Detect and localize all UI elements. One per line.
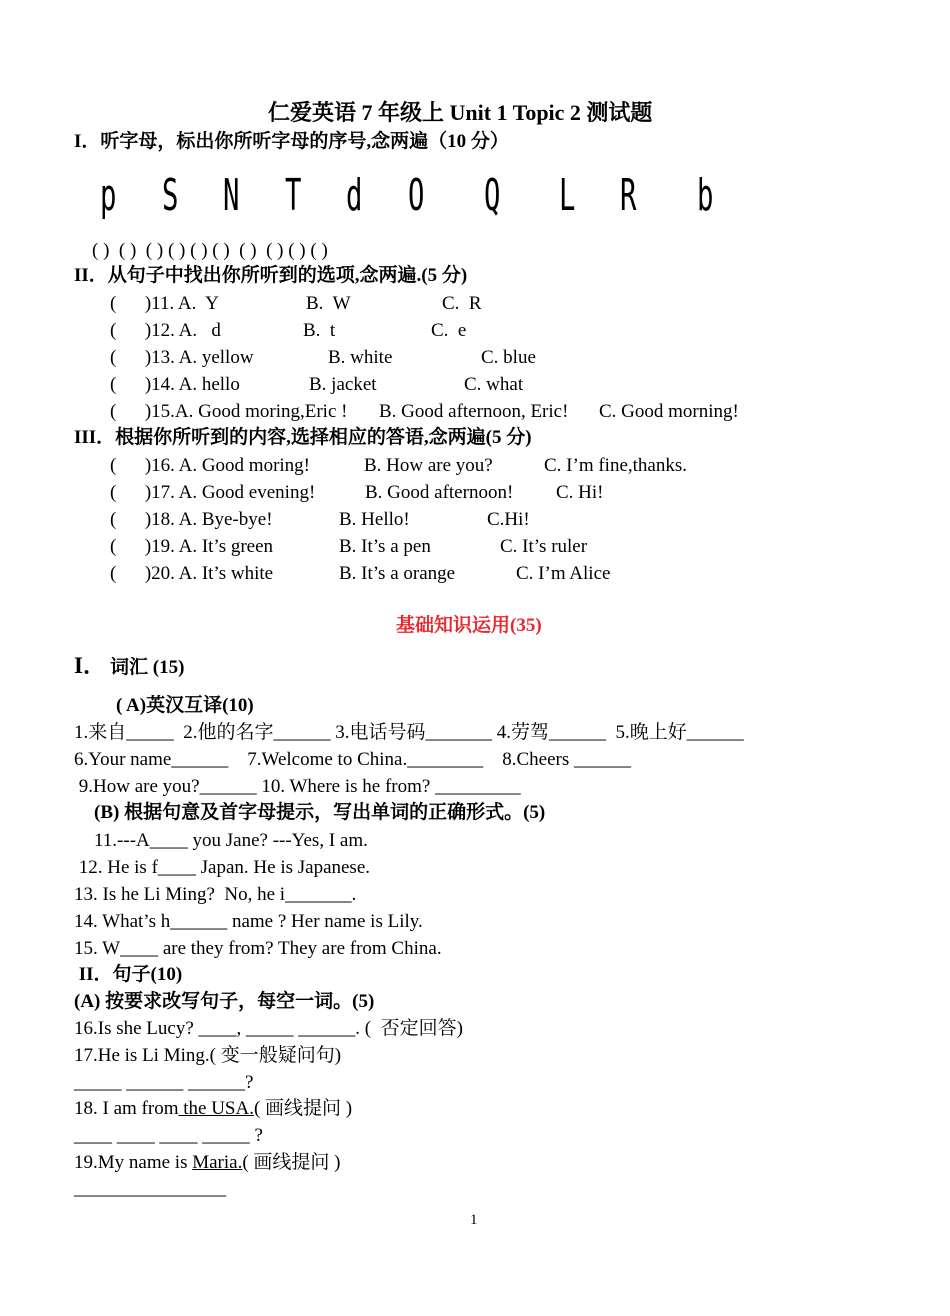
q16-number: ( )16. A. Good moring! xyxy=(110,455,311,476)
q15-number: ( )15.A. Good moring,Eric ! xyxy=(110,401,348,422)
q13-option-b: B. white xyxy=(328,347,393,368)
sentence-17: 17.He is Li Ming.( 变一般疑问句) xyxy=(74,1045,342,1066)
q13-option-c: C. blue xyxy=(481,347,536,368)
q18-option-c: C.Hi! xyxy=(487,509,530,530)
section1-heading: I．听字母，标出你所听字母的序号,念两遍（10 分） xyxy=(74,131,509,152)
q19-option-c: C. It’s ruler xyxy=(500,536,588,557)
vocab-heading: 词汇 (15) xyxy=(110,657,185,678)
letter-8: L xyxy=(559,170,576,221)
sentence-19-prefix: 19.My name is xyxy=(74,1152,193,1173)
q12-option-c: C. e xyxy=(431,320,467,341)
letter-7: Q xyxy=(484,170,501,221)
sentence-19-blank: ________________ xyxy=(74,1178,226,1199)
section3-heading: III．根据你所听到的内容,选择相应的答语,念两遍(5 分) xyxy=(74,427,532,448)
letter-5: d xyxy=(346,170,363,221)
q15-option-c: C. Good morning! xyxy=(599,401,739,422)
answer-brackets: ( ) ( ) ( ) ( ) ( ) ( ) ( ) ( ) ( ) ( ) xyxy=(92,240,328,261)
sentence-19-instruction: ( 画线提问 ) xyxy=(242,1152,341,1173)
letter-9: R xyxy=(620,170,637,221)
q14-option-b: B. jacket xyxy=(309,374,377,395)
sentence-18-instruction: ( 画线提问 ) xyxy=(253,1098,353,1119)
page-title: 仁爱英语 7 年级上 Unit 1 Topic 2 测试题 xyxy=(268,100,653,125)
letter-3: N xyxy=(223,170,240,221)
basics-heading: 基础知识运用(35) xyxy=(396,615,542,636)
vocab-b-heading: (B) 根据句意及首字母提示，写出单词的正确形式。(5) xyxy=(94,802,546,823)
sentence-19 xyxy=(74,1151,341,1175)
sentence-18-blank: ____ ____ ____ _____ ? xyxy=(74,1125,263,1146)
letter-2: S xyxy=(162,170,179,221)
q20-option-b: B. It’s a orange xyxy=(339,563,456,584)
q17-option-c: C. Hi! xyxy=(556,482,604,503)
vocab-a-line2: 6.Your name______ 7.Welcome to China.________ 8.Cheers ______ xyxy=(74,749,631,770)
vocab-b-line12: 12. He is f____ Japan. He is Japanese. xyxy=(74,857,371,878)
q20-number: ( )20. A. It’s white xyxy=(110,563,274,584)
q18-option-b: B. Hello! xyxy=(339,509,410,530)
q11-option-c: C. R xyxy=(442,293,482,314)
q19-number: ( )19. A. It’s green xyxy=(110,536,274,557)
vocab-a-line3: 9.How are you?______ 10. Where is he from? _________ xyxy=(74,776,521,797)
q19-option-b: B. It’s a pen xyxy=(339,536,431,557)
q14-option-c: C. what xyxy=(464,374,524,395)
vocab-roman: I． xyxy=(74,653,106,678)
sentence-18-underlined: the USA. xyxy=(178,1098,254,1119)
q14-number: ( )14. A. hello xyxy=(110,374,240,395)
q18-number: ( )18. A. Bye-bye! xyxy=(110,509,273,530)
vocab-b-line13: 13. Is he Li Ming? No, he i_______. xyxy=(74,884,357,905)
q16-option-b: B. How are you? xyxy=(364,455,493,476)
page-number: 1 xyxy=(470,1212,478,1228)
sentence-18 xyxy=(74,1097,352,1121)
q16-option-c: C. I’m fine,thanks. xyxy=(544,455,688,476)
letter-6: O xyxy=(408,170,425,221)
q20-option-c: C. I’m Alice xyxy=(516,563,611,584)
q11-number: ( )11. A. Y xyxy=(110,293,219,314)
sentences-a-heading: (A) 按要求改写句子，每空一词。(5) xyxy=(74,991,375,1012)
q17-option-b: B. Good afternoon! xyxy=(365,482,514,503)
vocab-b-line14: 14. What’s h______ name ? Her name is Lily. xyxy=(74,911,423,932)
q15-option-b: B. Good afternoon, Eric! xyxy=(379,401,569,422)
vocab-a-heading: ( A)英汉互译(10) xyxy=(116,695,254,716)
section2-heading: II．从句子中找出你所听到的选项,念两遍.(5 分) xyxy=(74,265,468,286)
sentence-19-underlined: Maria. xyxy=(192,1152,243,1173)
q13-number: ( )13. A. yellow xyxy=(110,347,254,368)
vocab-b-line11: 11.---A____ you Jane? ---Yes, I am. xyxy=(94,830,368,851)
letter-4: T xyxy=(285,170,302,221)
q12-number: ( )12. A. d xyxy=(110,320,221,341)
vocab-b-line15: 15. W____ are they from? They are from China. xyxy=(74,938,442,959)
letter-1: p xyxy=(100,170,117,221)
letter-10: b xyxy=(697,170,714,221)
q11-option-b: B. W xyxy=(306,293,351,314)
q17-number: ( )17. A. Good evening! xyxy=(110,482,316,503)
sentence-16: 16.Is she Lucy? ____, _____ ______. ( 否定回答) xyxy=(74,1018,463,1039)
vocab-a-line1: 1.来自_____ 2.他的名字______ 3.电话号码_______ 4.劳驾______ 5.晚上好______ xyxy=(74,722,744,743)
q12-option-b: B. t xyxy=(303,320,336,341)
sentences-heading: II．句子(10) xyxy=(74,964,183,985)
sentence-18-prefix: 18. I am from xyxy=(74,1098,179,1119)
sentence-17-blank: _____ ______ ______? xyxy=(74,1072,254,1093)
